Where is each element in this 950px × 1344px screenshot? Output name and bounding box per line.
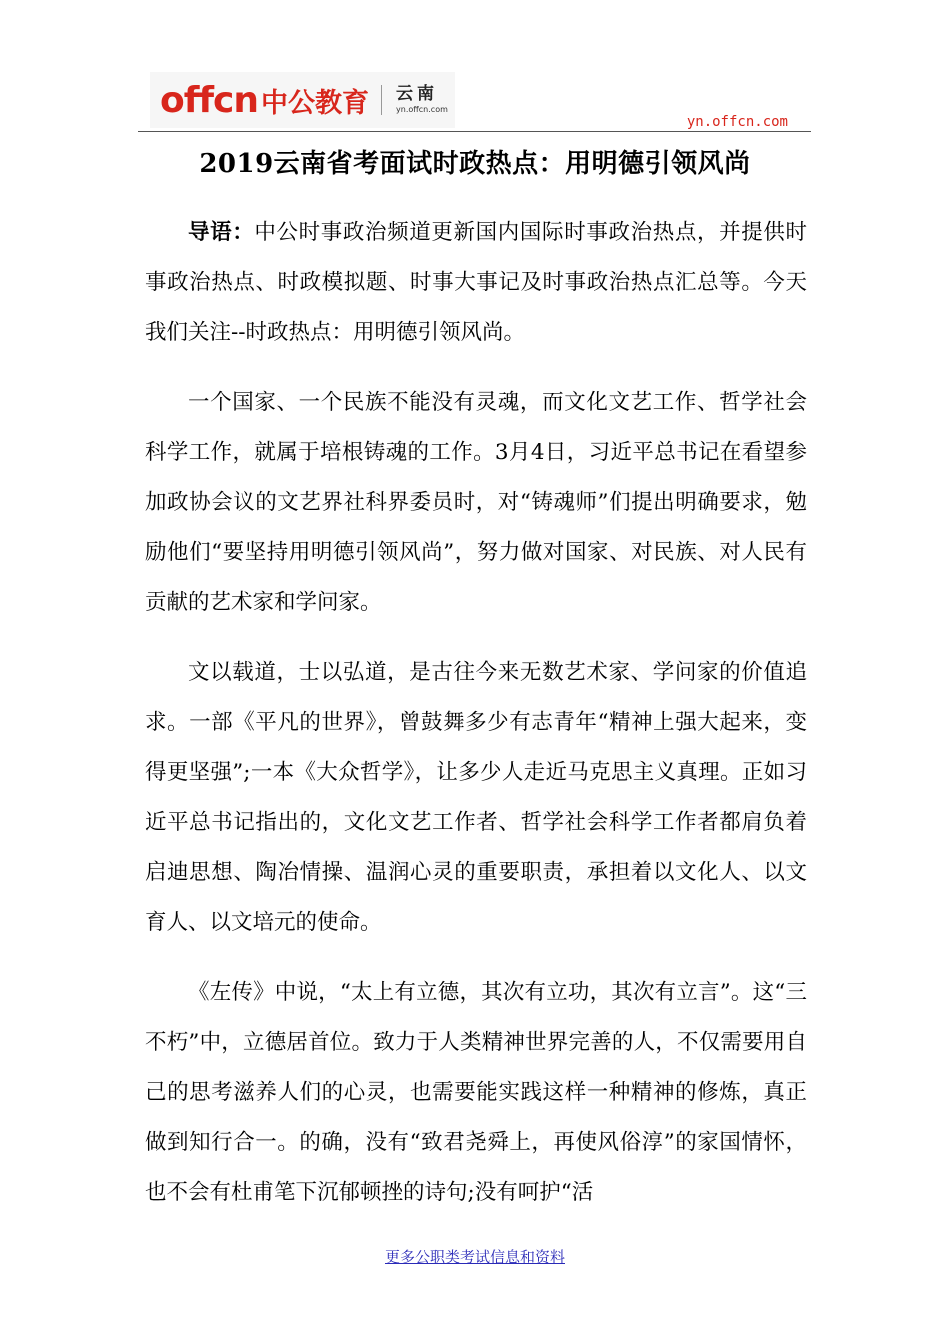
lead-paragraph: [145, 208, 807, 358]
paragraph-3: 《左传》中说，“太上有立德，其次有立功，其次有立言”。这“三不朽”中，立德居首位。致力于人类精神世界完善的人，不仅需要用自己的思考滋养人们的心灵，也需要能实践这样一种精神的修炼，真正做到知行合一。的确，没有“致君尧舜上，再使风俗淳”的家国情怀，也不会有杜甫笔下沉郁顿挫的诗句;没有呵护“活: [145, 980, 807, 1205]
lead-label: 导语：: [188, 220, 255, 245]
logo-chinese-name: 中公教育: [261, 87, 370, 119]
more-info-link[interactable]: 更多公职类考试信息和资料: [384, 1248, 565, 1266]
paragraph-1: 一个国家、一个民族不能没有灵魂，而文化文艺工作、哲学社会科学工作，就属于培根铸魂的工作。3月4日，习近平总书记在看望参加政协会议的文艺界社科界委员时，对“铸魂师”们提出明确要求，勉励他们“要坚持用明德引领风尚”，努力做对国家、对民族、对人民有贡献的艺术家和学问家。: [145, 390, 807, 615]
logo-region: [396, 86, 448, 114]
header-divider: [138, 131, 811, 132]
page-header: [0, 0, 950, 135]
offcn-logo[interactable]: [150, 72, 455, 128]
logo-divider: [381, 85, 382, 115]
document-title: 2019云南省考面试时政热点：用明德引领风尚: [199, 149, 751, 179]
article-body: [145, 208, 807, 1238]
page-footer: [0, 1246, 950, 1267]
logo-region-name: 云南: [396, 84, 439, 104]
logo-wordmark: offcn: [160, 79, 259, 121]
site-url: yn.offcn.com: [686, 114, 788, 130]
lead-text: 中公时事政治频道更新国内国际时事政治热点，并提供时事政治热点、时政模拟题、时事大事记及时事政治热点汇总等。今天我们关注--时政热点：用明德引领风尚。: [145, 220, 807, 345]
paragraph-2: 文以载道，士以弘道，是古往今来无数艺术家、学问家的价值追求。一部《平凡的世界》，曾鼓舞多少有志青年“精神上强大起来，变得更坚强”;一本《大众哲学》，让多少人走近马克思主义真理。正如习近平总书记指出的，文化文艺工作者、哲学社会科学工作者都肩负着启迪思想、陶冶情操、温润心灵的重要职责，承担着以文化人、以文育人、以文培元的使命。: [145, 660, 807, 935]
logo-region-url: yn.offcn.com: [396, 105, 448, 114]
